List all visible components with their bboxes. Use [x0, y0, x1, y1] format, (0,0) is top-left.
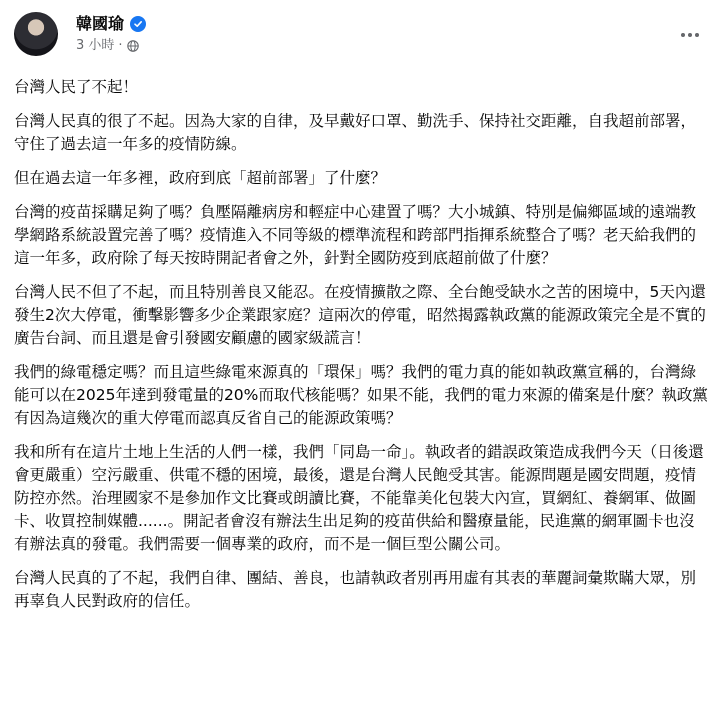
post-paragraph: 台灣的疫苗採購足夠了嗎？負壓隔離病房和輕症中心建置了嗎？大小城鎮、特別是偏鄉區域的遠端教學網路系統設置完善了嗎？疫情進入不同等級的標準流程和跨部門指揮系統整合了嗎？老天給我們的這一年多，政府除了每天按時開記者會之外，針對全國防疫到底超前做了什麼？ — [14, 203, 697, 267]
more-options-button[interactable] — [672, 18, 708, 46]
post-time[interactable]: 3 小時 — [76, 38, 115, 53]
post-paragraph: 但在過去這一年多裡，政府到底「超前部署」了什麼？ — [14, 169, 387, 187]
post-paragraph: 台灣人民真的了不起，我們自律、團結、善良，也請執政者別再用虛有其表的華麗詞彙欺瞞大眾，別再辜負人民對政府的信任。 — [14, 569, 697, 610]
verified-badge-icon — [130, 16, 146, 32]
author-line — [76, 14, 146, 34]
post-paragraph: 我們的綠電穩定嗎？而且這些綠電來源真的「環保」嗎？我們的電力真的能如執政黨宣稱的，台灣綠能可以在2025年達到發電量的20%而取代核能嗎？如果不能，我們的電力來源的備案是什麼？執政黨有因為這幾次的重大停電而認真反省自己的能源政策嗎？ — [14, 363, 708, 427]
avatar[interactable] — [14, 12, 58, 56]
post-paragraph: 我和所有在這片土地上生活的人們一樣，我們「同島一命」。執政者的錯誤政策造成我們今天（日後還會更嚴重）空污嚴重、供電不穩的困境，最後，還是台灣人民飽受其害。能源問題是國安問題，疫情防控亦然。治理國家不是參加作文比賽或朗讀比賽，不能靠美化包裝大內宣，買網紅、養網軍、做圖卡、收買控制媒體......。開記者會沒有辦法生出足夠的疫苗供給和醫療量能，民進黨的網軍圖卡也沒有辦法真的發電。我們需要一個專業的政府，而不是一個巨型公關公司。 — [14, 443, 704, 553]
post-meta — [76, 38, 139, 54]
globe-icon[interactable] — [127, 40, 139, 52]
more-options-icon — [680, 23, 700, 42]
post-content — [14, 76, 708, 624]
author-name[interactable]: 韓國瑜 — [76, 14, 125, 33]
post-paragraph: 台灣人民了不起！ — [14, 78, 139, 96]
post-header — [14, 12, 708, 56]
post-paragraph: 台灣人民真的很了不起。因為大家的自律，及早戴好口罩、勤洗手、保持社交距離，自我超前部署，守住了過去這一年多的疫情防線。 — [14, 112, 697, 153]
post-paragraph: 台灣人民不但了不起，而且特別善良又能忍。在疫情擴散之際、全台飽受缺水之苦的困境中，5天內還發生2次大停電，衝擊影響多少企業跟家庭？這兩次的停電，昭然揭露執政黨的能源政策完全是不實的廣告台詞、而且還是會引發國安顧慮的國家級謊言！ — [14, 283, 706, 347]
meta-separator: · — [118, 38, 123, 53]
